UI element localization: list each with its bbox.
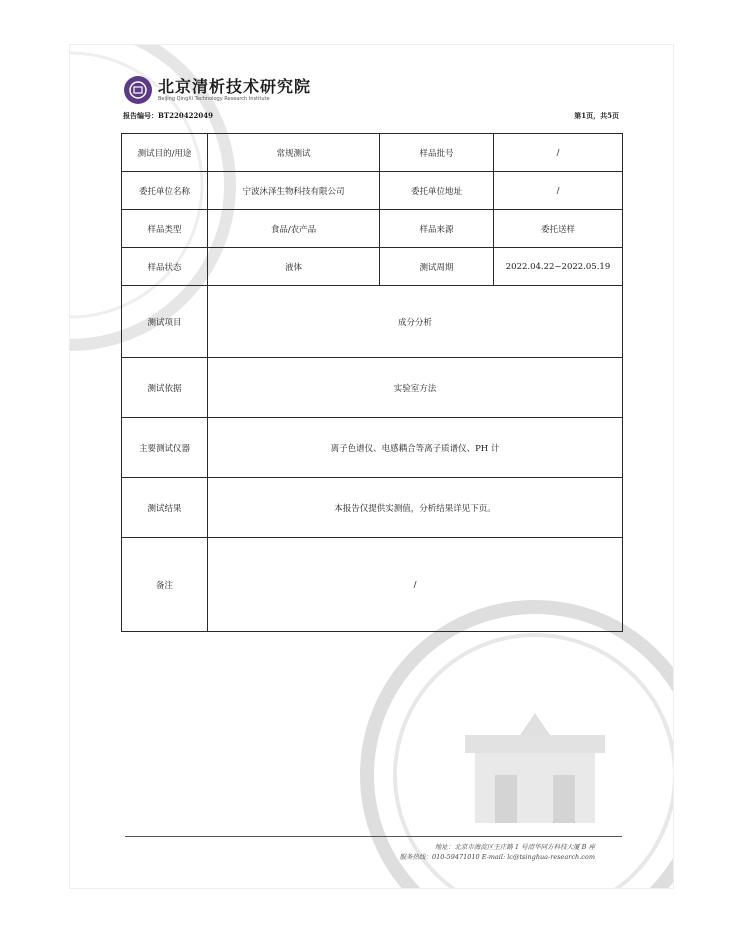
field-value: 食品/农产品 bbox=[208, 210, 380, 248]
field-label: 委托单位名称 bbox=[122, 172, 208, 210]
table-row bbox=[122, 418, 623, 478]
field-value: / bbox=[494, 134, 623, 172]
field-value: 本报告仅提供实测值，分析结果详见下页。 bbox=[208, 478, 623, 538]
field-label: 测试项目 bbox=[122, 286, 208, 358]
field-label: 样品来源 bbox=[380, 210, 494, 248]
field-label: 样品类型 bbox=[122, 210, 208, 248]
table-row bbox=[122, 210, 623, 248]
report-page bbox=[70, 45, 673, 888]
field-label: 测试结果 bbox=[122, 478, 208, 538]
field-value: 委托送样 bbox=[494, 210, 623, 248]
field-value: 液体 bbox=[208, 248, 380, 286]
logo-emblem-icon bbox=[124, 76, 152, 104]
field-value: / bbox=[208, 538, 623, 632]
org-logo bbox=[124, 73, 311, 107]
field-label: 备注 bbox=[122, 538, 208, 632]
table-row bbox=[122, 478, 623, 538]
field-value: 离子色谱仪、电感耦合等离子质谱仪、PH 计 bbox=[208, 418, 623, 478]
footer bbox=[70, 842, 595, 862]
field-value: 常规测试 bbox=[208, 134, 380, 172]
field-label: 测试周期 bbox=[380, 248, 494, 286]
org-name-en: Beijing QingXi Technology Research Institute bbox=[158, 95, 270, 102]
footer-contact: 服务热线：010-59471010 E-mail: lc@tsinghua-research.com bbox=[399, 853, 595, 861]
field-value: / bbox=[494, 172, 623, 210]
table-row bbox=[122, 172, 623, 210]
field-label: 样品批号 bbox=[380, 134, 494, 172]
table-row bbox=[122, 134, 623, 172]
table-row bbox=[122, 358, 623, 418]
footer-address: 地址：北京市海淀区王庄路 1 号清华同方科技大厦 B 座 bbox=[434, 843, 595, 851]
page-indicator: 第1页，共5页 bbox=[574, 111, 619, 120]
field-value: 实验室方法 bbox=[208, 358, 623, 418]
report-number: 报告编号：BT220422049 bbox=[123, 111, 213, 120]
field-label: 样品状态 bbox=[122, 248, 208, 286]
field-label: 主要测试仪器 bbox=[122, 418, 208, 478]
field-value: 成分分析 bbox=[208, 286, 623, 358]
org-name-cn: 北京清析技术研究院 bbox=[158, 76, 312, 96]
report-info-table bbox=[121, 133, 623, 632]
field-value: 宁波沐泽生物科技有限公司 bbox=[208, 172, 380, 210]
table-row bbox=[122, 538, 623, 632]
table-row bbox=[122, 248, 623, 286]
field-value: 2022.04.22~2022.05.19 bbox=[494, 248, 623, 286]
table-row bbox=[122, 286, 623, 358]
footer-divider bbox=[125, 836, 622, 837]
field-label: 委托单位地址 bbox=[380, 172, 494, 210]
field-label: 测试目的/用途 bbox=[122, 134, 208, 172]
field-label: 测试依据 bbox=[122, 358, 208, 418]
